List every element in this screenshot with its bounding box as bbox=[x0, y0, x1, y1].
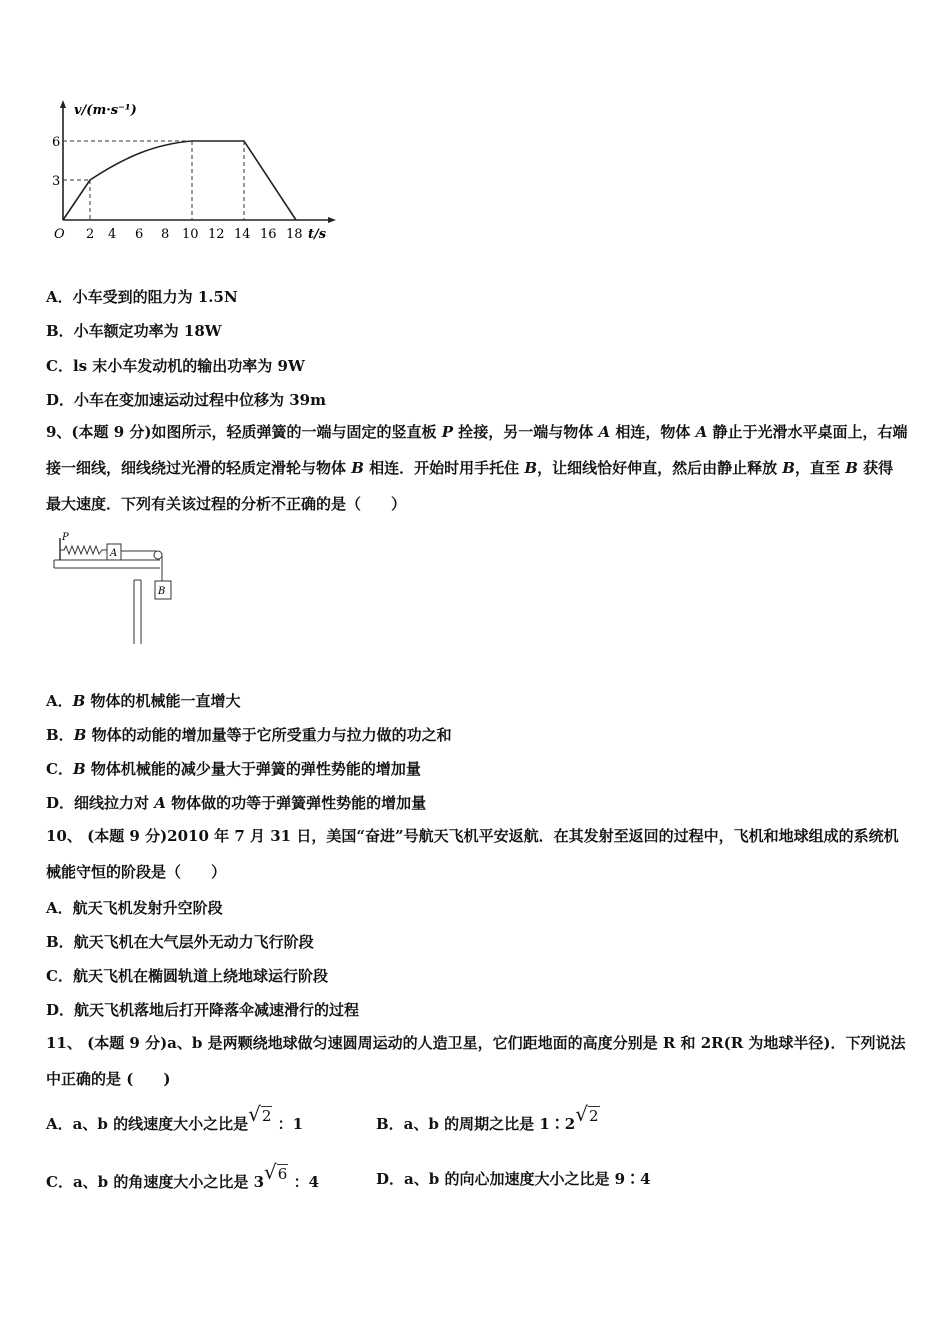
q10-option-c: C．航天飞机在椭圆轨道上绕地球运行阶段 bbox=[46, 967, 328, 985]
velocity-time-graph bbox=[46, 96, 346, 246]
q11-option-b: B．a、b 的周期之比是 1∶2√2 bbox=[376, 1102, 599, 1133]
q9-option-a: A．B 物体的机械能一直增大 bbox=[46, 692, 241, 710]
velocity-curve bbox=[63, 141, 296, 220]
x-tick: 4 bbox=[108, 227, 117, 242]
q9-option-b: B．B 物体的动能的增加量等于它所受重力与拉力做的功之和 bbox=[46, 726, 452, 744]
label-p: P bbox=[62, 532, 69, 543]
y-tick-3: 3 bbox=[52, 174, 61, 189]
q10-stem: 10、 (本题 9 分)2010 年 7 月 31 日，美国“奋进”号航天飞机平安返航．在其发射至返回的过程中，飞机和地球组成的系统机械能守恒的阶段是（ ） bbox=[46, 827, 899, 881]
x-tick: 6 bbox=[135, 227, 144, 242]
q10-option-d: D．航天飞机落地后打开降落伞减速滑行的过程 bbox=[46, 1001, 360, 1019]
x-tick: 18 bbox=[286, 227, 303, 242]
x-axis-label: t/s bbox=[308, 227, 327, 242]
q9-option-d: D．细线拉力对 A 物体做的功等于弹簧弹性势能的增加量 bbox=[46, 794, 427, 812]
q8-option-c: C．ls 末小车发动机的输出功率为 9W bbox=[46, 357, 305, 375]
x-tick: 8 bbox=[161, 227, 170, 242]
spring bbox=[60, 546, 107, 554]
y-tick-6: 6 bbox=[52, 135, 61, 150]
x-tick: 12 bbox=[208, 227, 225, 242]
x-tick: 16 bbox=[260, 227, 277, 242]
q9-option-c: C．B 物体机械能的减少量大于弹簧的弹性势能的增加量 bbox=[46, 760, 421, 778]
q8-option-b: B．小车额定功率为 18W bbox=[46, 322, 222, 340]
q10-option-a: A．航天飞机发射升空阶段 bbox=[46, 899, 223, 917]
q11-stem: 11、 (本题 9 分)a、b 是两颗绕地球做匀速圆周运动的人造卫星，它们距地面的高度分别是 R 和 2R(R 为地球半径)．下列说法中正确的是 ( ) bbox=[46, 1034, 906, 1088]
q8-option-d: D．小车在变加速运动过程中位移为 39m bbox=[46, 391, 326, 409]
q11-option-a: A．a、b 的线速度大小之比是√2 ：1 bbox=[46, 1102, 304, 1133]
q8-option-a: A．小车受到的阻力为 1.5N bbox=[46, 288, 238, 306]
q11-option-d: D．a、b 的向心加速度大小之比是 9∶4 bbox=[376, 1170, 651, 1188]
origin-label: O bbox=[54, 227, 65, 242]
x-tick: 10 bbox=[182, 227, 199, 242]
q11-option-c: C．a、b 的角速度大小之比是 3√6 ：4 bbox=[46, 1160, 319, 1191]
spring-pulley-figure bbox=[52, 532, 182, 652]
x-tick: 2 bbox=[86, 227, 95, 242]
q9-stem: 9、(本题 9 分)如图所示，轻质弹簧的一端与固定的竖直板 P 拴接，另一端与物体 A 相连，物体 A 静止于光滑水平桌面上，右端接一细线，细线绕过光滑的轻质定滑轮与物体 B 相连．开始时用手托住 B，让细线恰好伸直，然后由静止释放 B，直至 B 获得最大速度．下列有关该过程的分析不正确的是（ ） bbox=[46, 423, 908, 513]
label-a: A bbox=[110, 548, 118, 559]
label-b: B bbox=[158, 586, 166, 597]
q10-option-b: B．航天飞机在大气层外无动力飞行阶段 bbox=[46, 933, 314, 951]
pulley bbox=[154, 551, 162, 559]
sqrt-2-b: √2 bbox=[575, 1102, 599, 1126]
sqrt-2-a: √2 bbox=[248, 1102, 272, 1126]
sqrt-6: √6 bbox=[264, 1160, 288, 1184]
x-tick: 14 bbox=[234, 227, 251, 242]
y-axis-label: v/(m·s⁻¹) bbox=[74, 103, 137, 118]
